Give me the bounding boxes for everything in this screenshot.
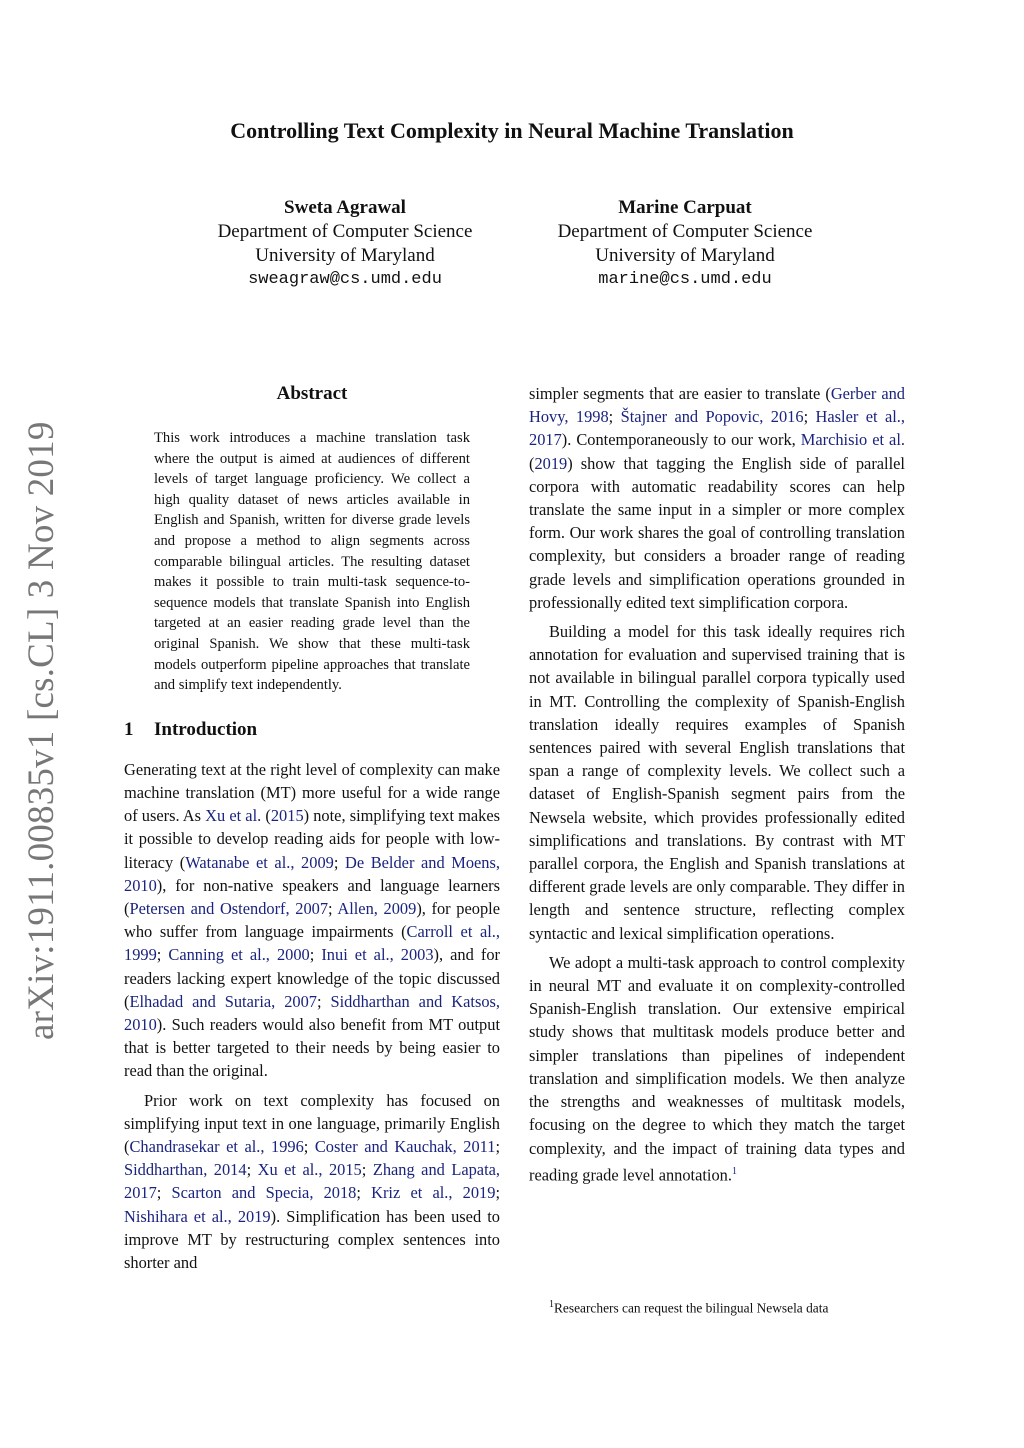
text-run: ( — [261, 806, 271, 826]
intro-paragraph-1 — [124, 758, 500, 1083]
text-run: ). Such readers would also benefit from MT output that is better targeted to their needs by being easier to read than the original. — [124, 1014, 500, 1081]
author-block-1 — [185, 196, 505, 292]
citation-link[interactable]: Gerber and Hovy, 1998 — [529, 384, 905, 427]
text-run: ; — [803, 407, 816, 427]
text-run: ). Contemporaneously to our work, — [561, 430, 801, 450]
author-email: sweagraw@cs.umd.edu — [248, 270, 442, 289]
citation-link[interactable]: Nishihara et al., 2019 — [124, 1206, 271, 1226]
text-run: ) note, simplifying text makes it possible to develop reading aids for people with low-literacy ( — [124, 806, 501, 872]
footnote — [529, 1296, 905, 1317]
text-run: ; — [156, 1183, 172, 1203]
text-run: ). Simplification has been used to improve MT by restructuring complex sentences into shorter and — [124, 1206, 500, 1272]
text-run: Prior work on text complexity has focused on simplifying input text in one language, primarily English ( — [124, 1090, 500, 1156]
intro-paragraph-2 — [124, 1089, 500, 1275]
citation-link[interactable]: Allen, 2009 — [337, 898, 417, 918]
citation-link[interactable]: Watanabe et al., 2009 — [185, 852, 334, 872]
body-paragraph-3 — [529, 951, 905, 1187]
body-paragraph-1 — [529, 382, 905, 614]
text-run: We adopt a multi-task approach to control complexity in neural MT and evaluate it on complexity-controlled Spanish-English translation. Our extensive empirical study shows that multitask models produce better and simpler translations than pipelines of independent translation and simplification models. We then analyze the strengths and weaknesses of multitask models, focusing on the degree to which they match the target complexity, and the impact of training data types and reading grade level annotation. — [529, 952, 905, 1185]
abstract-text: This work introduces a machine translation task where the output is aimed at audiences of different levels of target language proficiency. We collect a high quality dataset of news articles available in English and Spanish, written for diverse grade levels and propose a method to align segments across comparable bilingual articles. The resulting dataset makes it possible to train multi-task sequence-to-sequence models that translate Spanish into English targeted at an easier reading grade level than the original Spanish. We show that these multi-task models outperform pipeline approaches that translate and simplify text independently. — [154, 430, 470, 694]
footnote-marker[interactable]: 1 — [731, 1165, 737, 1177]
citation-link[interactable]: Carroll et al., 1999 — [124, 922, 500, 965]
footnote-text: Researchers can request the bilingual Newsela data — [554, 1300, 829, 1316]
text-run: ; — [309, 945, 322, 965]
body-paragraph-2: Building a model for this task ideally requires rich annotation for evaluation and supervised training that is not available in bilingual parallel corpora typically used in MT. Controlling the complexity of Spanish-English translation ideally requires examples of Spanish sentences paired with several English translations that span a range of complexity levels. We collect such a dataset of English-Spanish segment pairs from the Newsela website, which provides professionally edited simplifications and translations. By contrast with MT parallel corpora, the English and Spanish translations at different grade levels are only comparable. They differ in length and sentence structure, reflecting complex syntactic and lexical simplification operations. — [529, 622, 905, 943]
citation-link[interactable]: 2019 — [534, 453, 568, 473]
citation-link[interactable]: Siddharthan, 2014 — [124, 1160, 247, 1180]
citation-link[interactable]: Inui et al., 2003 — [321, 945, 434, 965]
text-run: ; — [317, 991, 331, 1011]
text-run: Generating text at the right level of complexity can make machine translation (MT) more useful for a wide range of users. As — [124, 759, 500, 826]
citation-link[interactable]: Siddharthan and Katsos, 2010 — [124, 991, 501, 1034]
citation-link[interactable]: Štajner and Popovic, 2016 — [620, 407, 804, 427]
text-run: ; — [156, 945, 169, 965]
author-university: University of Maryland — [255, 245, 435, 266]
citation-link[interactable]: Chandrasekar et al., 1996 — [129, 1136, 304, 1156]
author-name: Marine Carpuat — [618, 197, 752, 218]
text-run: ), for people who suffer from language impairments ( — [124, 898, 500, 942]
citation-link[interactable]: Xu et al., 2015 — [257, 1160, 362, 1180]
text-run: ; — [246, 1160, 258, 1180]
citation-link[interactable]: Elhadad and Sutaria, 2007 — [129, 991, 317, 1011]
citation-link[interactable]: Marchisio et al. — [800, 430, 905, 450]
citation-link[interactable]: De Belder and Moens, 2010 — [124, 852, 500, 895]
citation-link[interactable]: 2015 — [270, 806, 304, 826]
citation-link[interactable]: Zhang and Lapata, 2017 — [124, 1160, 501, 1203]
text-run: ; — [356, 1183, 372, 1203]
citation-link[interactable]: Petersen and Ostendorf, 2007 — [129, 898, 329, 918]
author-department: Department of Computer Science — [217, 221, 473, 242]
text-run: ) show that tagging the English side of parallel corpora with automatic readability scores can help translate the same input in a simpler or more complex form. Our work shares the goal of controlling translation complexity, but considers a broader range of reading grade levels and simplification operations grounded in professionally edited text simplification corpora. — [529, 453, 905, 612]
text-run: simpler segments that are easier to translate ( — [529, 384, 831, 403]
right-column — [529, 382, 905, 1186]
citation-link[interactable]: Kriz et al., 2019 — [371, 1183, 496, 1203]
author-department: Department of Computer Science — [557, 221, 813, 242]
author-name: Sweta Agrawal — [284, 197, 406, 218]
author-university: University of Maryland — [595, 245, 775, 266]
text-run: ; — [303, 1136, 315, 1156]
section-heading — [124, 718, 500, 744]
citation-link[interactable]: Xu et al. — [205, 806, 262, 826]
abstract-heading: Abstract — [276, 383, 348, 404]
citation-link[interactable]: Scarton and Specia, 2018 — [171, 1183, 357, 1203]
text-run: ( — [529, 453, 535, 473]
section-number: 1 — [124, 718, 134, 740]
text-run: ), and for readers lacking expert knowledge of the topic discussed ( — [124, 945, 500, 1011]
footnote-rule — [529, 1290, 609, 1291]
section-title: Introduction — [154, 718, 258, 740]
text-run: ; — [495, 1136, 500, 1156]
text-run: ; — [328, 898, 338, 918]
text-run: ; — [495, 1183, 501, 1203]
left-column — [124, 382, 500, 1274]
author-email: marine@cs.umd.edu — [598, 270, 772, 289]
text-run: ; — [333, 852, 345, 872]
paper-title: Controlling Text Complexity in Neural Machine Translation — [230, 118, 794, 143]
citation-link[interactable]: Hasler et al., 2017 — [529, 407, 905, 450]
citation-link[interactable]: Canning et al., 2000 — [168, 945, 310, 965]
arxiv-stamp: arXiv:1911.00835v1 [cs.CL] 3 Nov 2019 — [21, 421, 62, 1040]
text-run: ; — [361, 1160, 373, 1180]
citation-link[interactable]: Coster and Kauchak, 2011 — [314, 1136, 496, 1156]
text-run: ), for non-native speakers and language learners ( — [124, 875, 500, 918]
footnote-number: 1 — [549, 1299, 554, 1310]
text-run: ; — [608, 407, 621, 427]
author-block-2 — [525, 196, 845, 292]
